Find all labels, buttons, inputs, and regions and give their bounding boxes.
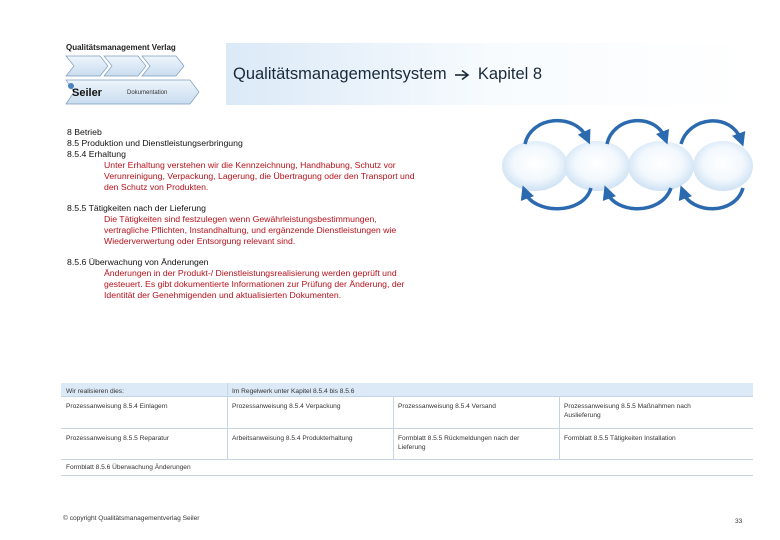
chapter-text: Kapitel 8	[477, 65, 543, 83]
subsection-8-5-6: 8.5.6 Überwachung von Änderungen	[67, 257, 209, 267]
text-8-5-4-line2: Verunreinigung, Verpackung, Lagerung, die Übertragung oder den Transport und	[104, 171, 415, 181]
table-cell: Prozessanweisung 8.5.5 Reparatur	[66, 435, 169, 442]
table-cell: Formblatt 8.5.5 Tätigkeiten Installation	[564, 435, 676, 442]
table-cell: Prozessanweisung 8.5.5 Maßnahmen nach Auslieferung	[564, 403, 691, 419]
logo-subtitle: Dokumentation	[127, 90, 168, 96]
subsection-8-5-5: 8.5.5 Tätigkeiten nach der Lieferung	[67, 203, 206, 213]
process-cycle-graphic	[495, 108, 755, 218]
logo-title: Qualitätsmanagement Verlag	[66, 43, 176, 52]
table-header-cell: Wir realisieren dies:	[66, 388, 124, 395]
text-8-5-5-line3: Wiederverwertung oder Entsorgung relevant sind.	[104, 236, 296, 246]
table-cell: Formblatt 8.5.6 Überwachung Änderungen	[66, 464, 191, 471]
right-arrow-icon	[454, 69, 470, 81]
table-cell: Prozessanweisung 8.5.4 Verpackung	[232, 403, 341, 410]
table-cell: Prozessanweisung 8.5.4 Versand	[398, 403, 496, 410]
text-8-5-6-line1: Änderungen in der Produkt-/ Dienstleistungsrealisierung werden geprüft und	[104, 268, 397, 278]
logo-brand: Seiler	[72, 87, 102, 99]
text-8-5-5-line2: vertragliche Pflichten, Instandhaltung, und ergänzende Dienstleistungen wie	[104, 225, 397, 235]
table-header-row	[61, 383, 753, 396]
table-cell: Arbeitsanweisung 8.5.4 Produkterhaltung	[232, 435, 353, 442]
copyright-footer: © copyright Qualitätsmanagementverlag Seiler	[63, 515, 200, 522]
heading-chapter: 8 Betrieb	[67, 127, 102, 137]
text-8-5-4-line3: den Schutz von Produkten.	[104, 182, 209, 192]
text-8-5-4-line1: Unter Erhaltung verstehen wir die Kennzeichnung, Handhabung, Schutz vor	[104, 160, 396, 170]
table-row	[61, 429, 753, 459]
heading-section: 8.5 Produktion und Dienstleistungserbringung	[67, 138, 243, 148]
text-8-5-5-line1: Die Tätigkeiten sind festzulegen wenn Gewährleistungsbestimmungen,	[104, 214, 377, 224]
page-number: 33	[735, 518, 743, 525]
table-row	[61, 460, 753, 475]
text-8-5-6-line2: gesteuert. Es gibt dokumentierte Informationen zur Prüfung der Änderung, der	[104, 279, 405, 289]
table-header-cell: Im Regelwerk unter Kapitel 8.5.4 bis 8.5.6	[232, 388, 355, 395]
table-row	[61, 397, 753, 428]
title-text: Qualitätsmanagementsystem	[233, 65, 447, 83]
subsection-8-5-4: 8.5.4 Erhaltung	[67, 149, 126, 159]
table-cell: Formblatt 8.5.5 Rückmeldungen nach der Lieferung	[398, 435, 520, 451]
text-8-5-6-line3: Identität der Genehmigenden und aktualisierten Dokumenten.	[104, 290, 342, 300]
page-title	[233, 65, 542, 84]
table-cell: Prozessanweisung 8.5.4 Einlagern	[66, 403, 168, 410]
